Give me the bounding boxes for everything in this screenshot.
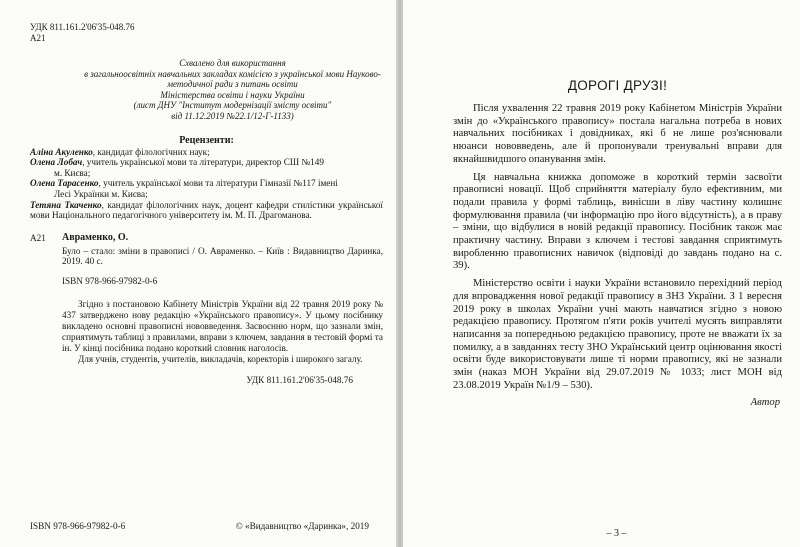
foreword-paragraph: Міністерство освіти і науки України встановило перехідний період для впровадження нової редакції правопису в ЗНЗ України. З 1 вересня 2019 року в школах України учні мають навчатися згідно з новою редакцією правопису. Протягом п'яти років учителі мусять виправляти написання за попередньою редакцією правопису, проте не вважати їх за помилку, а в завданнях тесту ЗНО Український центр оцінювання якості освіти буде використовувати лише ті норми правопису, які не зазнали змін (наказ МОН України від 29.07.2019 № 1033; лист МОН від 23.08.2019 Україн №1/9 – 530). xyxy=(453,278,782,391)
page-number: – 3 – xyxy=(606,528,627,539)
foreword-body xyxy=(453,103,782,392)
left-page xyxy=(0,0,397,547)
right-page xyxy=(403,0,800,547)
reviewer-entry xyxy=(30,147,383,158)
isbn-bottom: ISBN 978-966-97982-0-6 xyxy=(30,521,126,531)
foreword-author: Автор xyxy=(750,397,780,409)
reviewer-name: Тетяна Ткаченко xyxy=(30,199,102,210)
catalog-record xyxy=(30,233,383,287)
approval-line: Міністерства освіти і науки України xyxy=(160,89,305,100)
approval-line: від 11.12.2019 №22.1/12-Г-1133) xyxy=(171,110,294,121)
foreword-title: ДОРОГІ ДРУЗІ! xyxy=(567,78,668,93)
foreword-paragraph: Після ухвалення 22 травня 2019 року Кабінетом Міністрів України змін до «Українського правопису» постала нагальна потреба в нових навчальних посібниках і довідниках, які б не лише роз'яснювали нюанси нововведень, але й пропонували тренувальні вправи для якнайшвидшого опанування змін. xyxy=(453,103,782,165)
annotation xyxy=(62,299,383,365)
reviewer-entry xyxy=(30,178,383,189)
bbk-code: А21 xyxy=(30,33,46,43)
approval-line: (лист ДНУ "Інститут модернізації змісту освіти" xyxy=(133,100,332,111)
reviewer-credentials: , учитель української мови та літератури Гімназії №117 імені xyxy=(98,178,338,189)
reviewer-entry xyxy=(30,157,383,168)
catalog-code: А21 xyxy=(30,232,46,243)
catalog-author: Авраменко, О. xyxy=(62,231,129,243)
udk-code: УДК 811.161.2'06'35-048.76 xyxy=(30,22,135,32)
reviewer-entry xyxy=(30,200,383,221)
foreword-paragraph: Ця навчальна книжка допоможе в короткий термін засвоїти правописні новації. Щоб сприйняття матеріалу було ефективним, ми подали правила у формі таблиць, винісши в ліву частину колишнє формулювання правила (чи інформацію про його відсутність), а в праву – зміни, що відбулися в новій редакції правопису. Посібник також має практичну частину. Вправи з ключем і тестові завдання сприятимуть виробленню правописних навичок (відповіді до завдань подано на с. 39). xyxy=(453,171,782,272)
approval-line: методичної ради з питань освіти xyxy=(167,79,298,90)
approval-line: в загальноосвітніх навчальних закладах комісією з української мови Науково- xyxy=(84,68,381,79)
reviewer-name: Олена Лобач xyxy=(30,157,83,168)
approval-line: Схвалено для використання xyxy=(179,58,286,68)
copyright: © «Видавництво «Даринка», 2019 xyxy=(235,521,369,531)
reviewer-name: Олена Тарасенко xyxy=(30,178,99,189)
reviewer-credentials: , кандидат філологічних наук, доцент кафедри стилістики української мови Національного педагогічного університету ім. М. П. Драгоманова. xyxy=(30,199,383,221)
imprint-line xyxy=(30,521,369,531)
annotation-paragraph: Згідно з постановою Кабінету Міністрів України від 22 травня 2019 року № 437 затверджено нову редакцію «Українського правопису». У цьому посібнику викладено основні правописні нововведення. Засвоєнню норм, що зазнали змін, сприятимуть таблиці з правилами, вправи з ключем, завдання в тестовій формі та ін. У кінці посібника подано короткий словник наголосів. xyxy=(62,298,383,353)
reviewer-name: Аліна Акуленко xyxy=(30,146,93,157)
reviewer-credentials-cont: м. Києва; xyxy=(54,167,91,178)
annotation-paragraph: Для учнів, студентів, учителів, викладачів, коректорів і широкого загалу. xyxy=(78,353,363,364)
approval-note xyxy=(82,58,383,122)
catalog-isbn: ISBN 978-966-97982-0-6 xyxy=(62,276,158,287)
reviewer-credentials: , учитель української мови та літератури, директор СШ №149 xyxy=(82,157,324,168)
reviewer-credentials: , кандидат філологічних наук; xyxy=(92,146,210,157)
reviewers-title: Рецензенти: xyxy=(179,134,234,146)
reviewer-credentials-cont: Лесі Українки м. Києва; xyxy=(54,188,148,199)
catalog-description: Було – стало: зміни в правописі / О. Авраменко. – Київ : Видавництво Даринка, 2019. 40 с. xyxy=(62,245,383,267)
udk-code-bottom: УДК 811.161.2'06'35-048.76 xyxy=(246,374,353,385)
reviewers-list xyxy=(30,147,383,221)
